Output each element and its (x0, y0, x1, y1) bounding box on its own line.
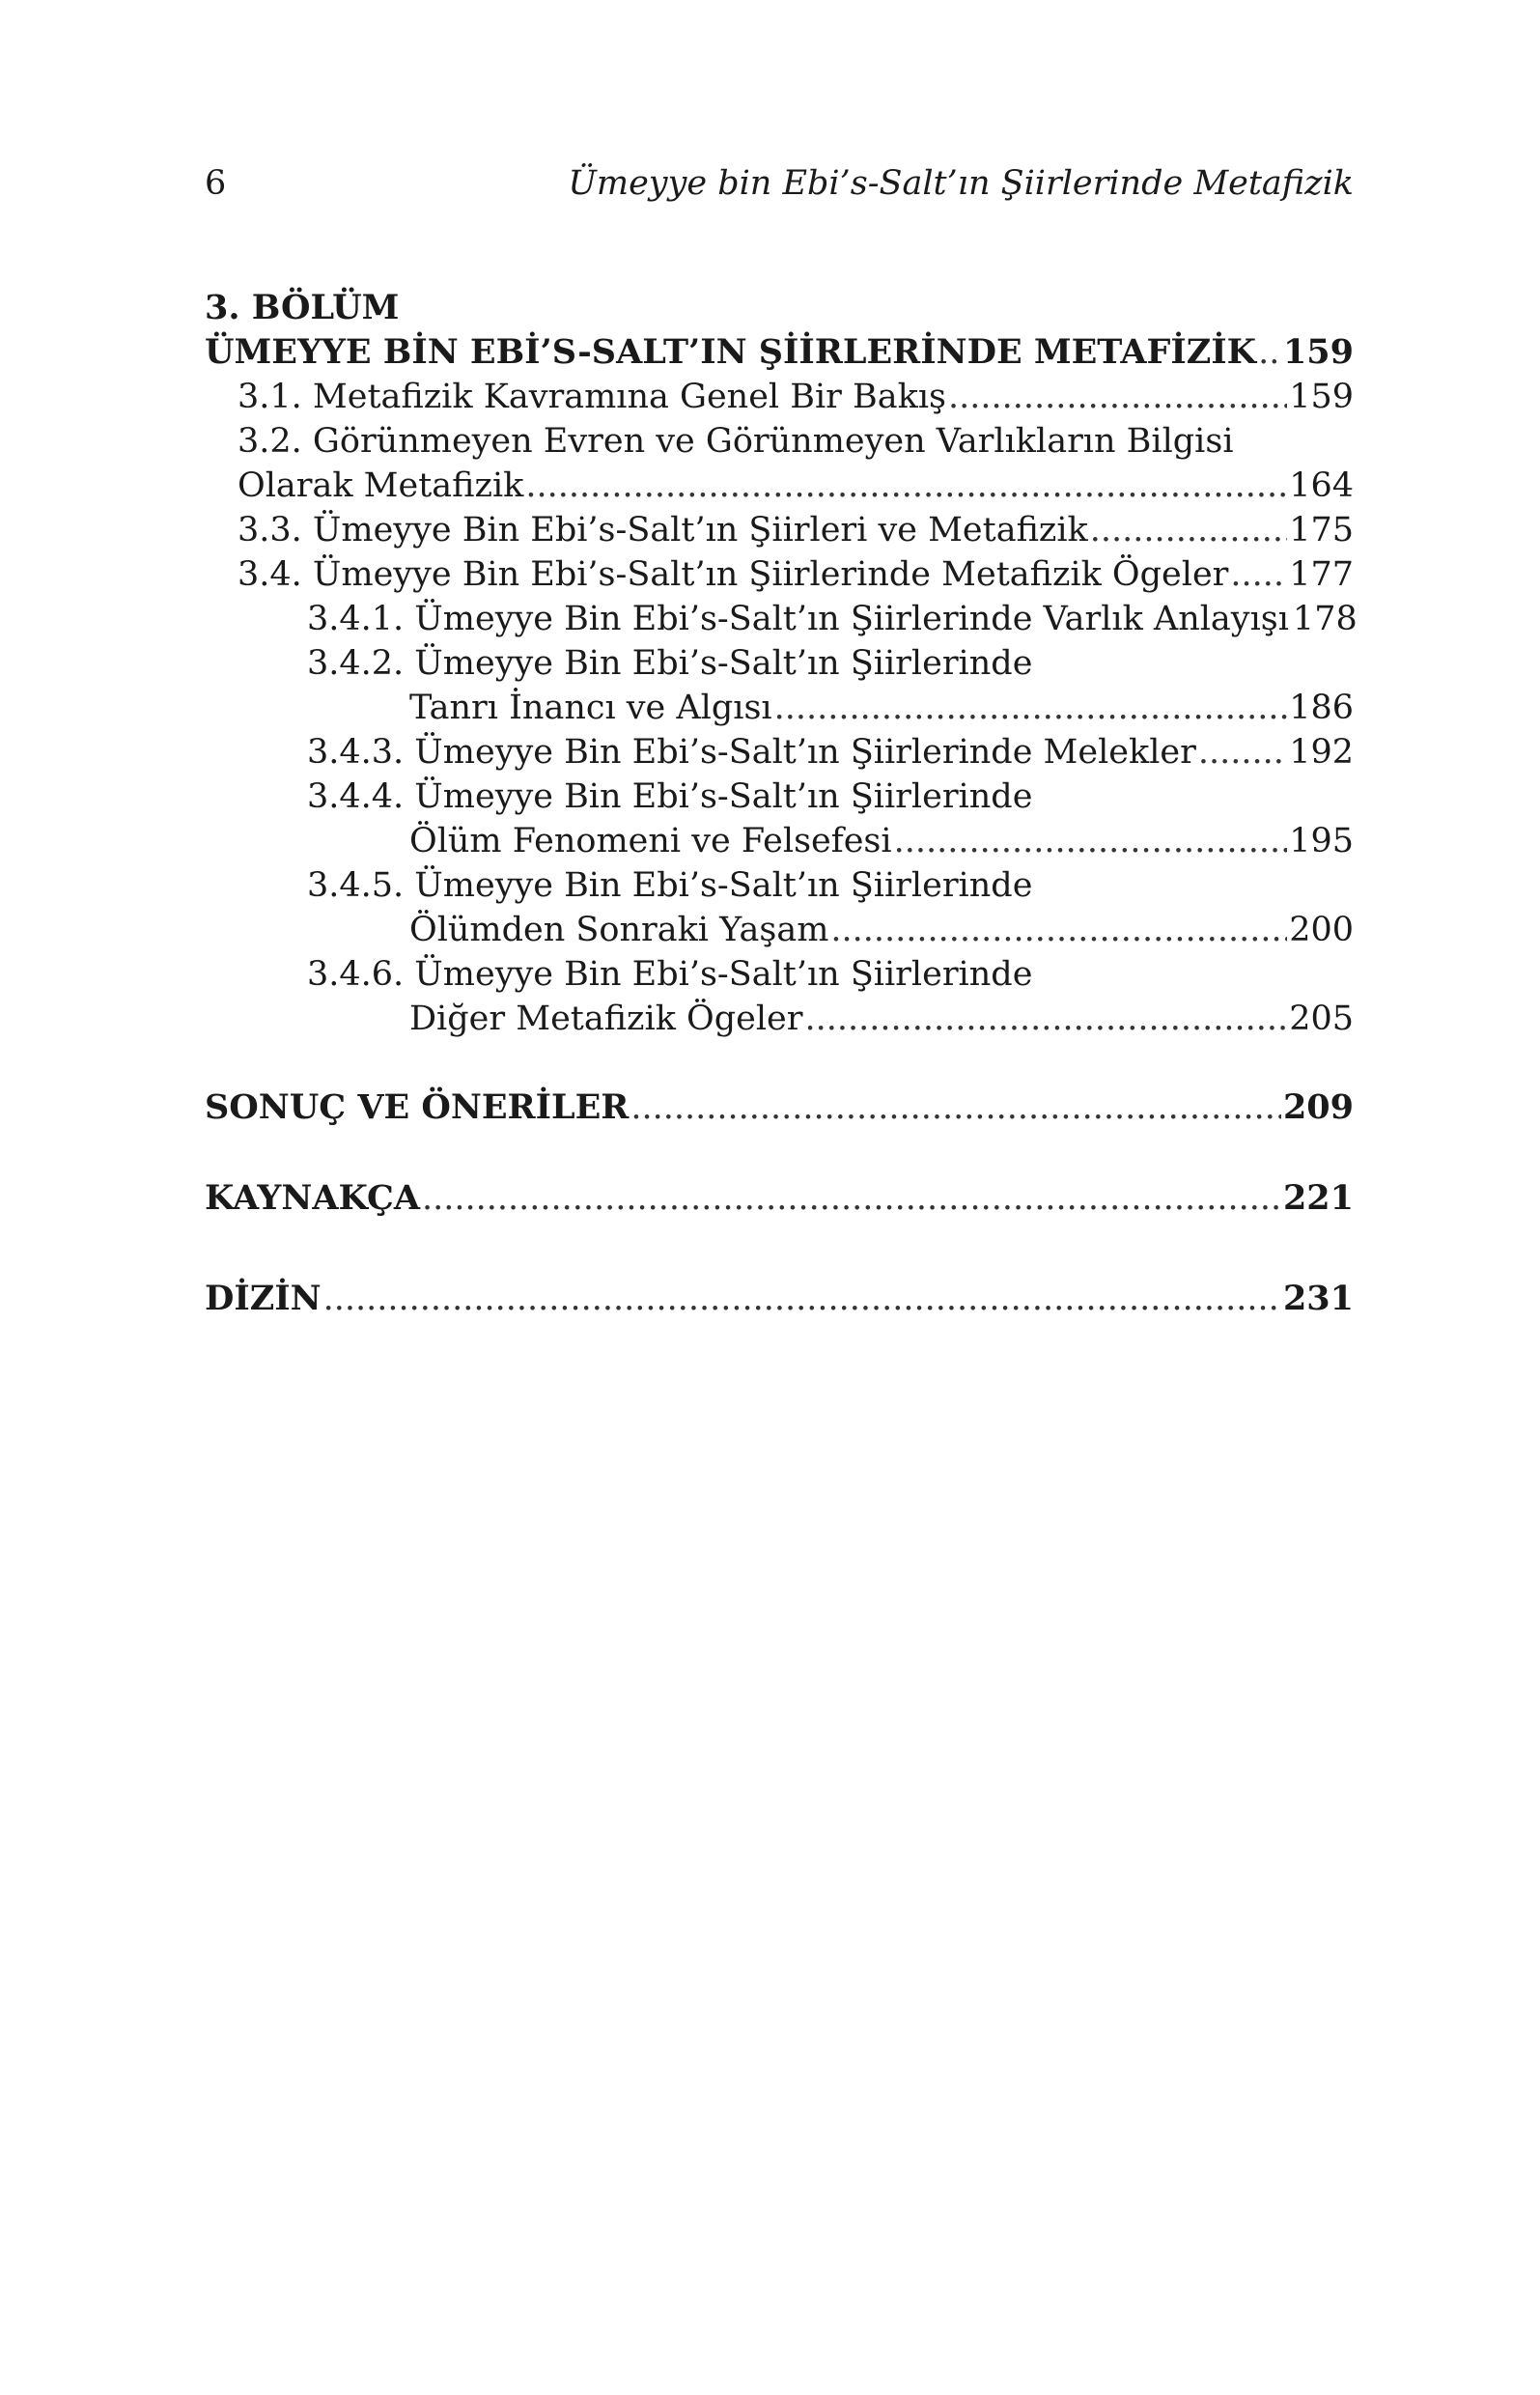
part-label: 3. BÖLÜM (205, 288, 400, 327)
dot-leader (630, 1085, 1281, 1130)
dot-leader (1198, 730, 1287, 775)
dot-leader (323, 1277, 1281, 1321)
toc-entry-page: 195 (1289, 822, 1354, 860)
dot-leader (1090, 508, 1287, 552)
toc-entry-3-3[interactable] (238, 508, 1354, 552)
toc-entry-label: 3.1. Metafizik Kavramına Genel Bir Bakış (238, 378, 946, 416)
toc-entry-label: 3.4.2. Ümeyye Bin Ebi’s-Salt’ın Şiirlerinde (307, 644, 1033, 683)
toc-entry-3-4-4[interactable] (409, 819, 1354, 863)
toc-entry-3-4-4-line1[interactable] (307, 775, 1354, 819)
toc-entry-label: DİZİN (205, 1279, 322, 1318)
toc-entry-3-4-2[interactable] (409, 686, 1354, 730)
toc-entry-label: 3.3. Ümeyye Bin Ebi’s-Salt’ın Şiirleri ve Metafizik (238, 511, 1088, 549)
toc-entry-index[interactable] (205, 1277, 1354, 1321)
toc-entry-label: 3.2. Görünmeyen Evren ve Görünmeyen Varlıkların Bilgisi (238, 422, 1234, 461)
page-header (205, 164, 1354, 218)
running-title: Ümeyye bin Ebi’s-Salt’ın Şiirlerinde Metafizik (568, 164, 1354, 203)
toc-entry-3-1[interactable] (238, 375, 1354, 419)
toc-entry-label: Ölüm Fenomeni ve Felsefesi (409, 822, 892, 860)
toc-entry-page: 192 (1289, 733, 1354, 772)
toc-entry-page: 209 (1282, 1087, 1354, 1127)
toc-entry-page: 164 (1289, 466, 1354, 505)
toc-entry-3-2-line1[interactable] (238, 419, 1354, 464)
toc-entry-page: 205 (1289, 1000, 1354, 1038)
toc-entry-chapter[interactable] (205, 330, 1354, 375)
toc-entry-page: 231 (1282, 1279, 1354, 1318)
dot-leader (948, 375, 1287, 419)
dot-leader (1230, 552, 1287, 597)
toc-entry-3-4-5[interactable] (409, 908, 1354, 952)
toc-entry-bibliography[interactable] (205, 1176, 1354, 1221)
toc-entry-label: ÜMEYYE BİN EBİ’S-SALT’IN ŞİİRLERİNDE METAFİZİK (205, 332, 1257, 372)
dot-leader (830, 908, 1287, 952)
toc-entry-3-4-5-line1[interactable] (307, 863, 1354, 908)
toc-entry-label: 3.4.3. Ümeyye Bin Ebi’s-Salt’ın Şiirlerinde Melekler (307, 733, 1196, 772)
toc-entry-label: Diğer Metafizik Ögeler (409, 1000, 803, 1038)
dot-leader (774, 686, 1288, 730)
page-number: 6 (205, 164, 227, 203)
toc-entry-3-4[interactable] (238, 552, 1354, 597)
toc-entry-3-4-1[interactable] (307, 597, 1358, 641)
dot-leader (894, 819, 1288, 863)
toc-entry-label: 3.4.6. Ümeyye Bin Ebi’s-Salt’ın Şiirlerinde (307, 955, 1033, 994)
toc-entry-label: 3.4.1. Ümeyye Bin Ebi’s-Salt’ın Şiirlerinde Varlık Anlayışı (307, 600, 1289, 638)
toc-entry-page: 159 (1282, 332, 1354, 372)
toc-entry-label: 3.4.5. Ümeyye Bin Ebi’s-Salt’ın Şiirlerinde (307, 866, 1033, 905)
toc-entry-3-4-2-line1[interactable] (307, 641, 1354, 686)
toc-entry-3-4-6[interactable] (409, 997, 1354, 1041)
toc-entry-label: Tanrı İnancı ve Algısı (409, 689, 772, 727)
toc-entry-conclusion[interactable] (205, 1085, 1354, 1130)
toc-entry-3-4-3[interactable] (307, 730, 1354, 775)
toc-entry-page: 175 (1289, 511, 1354, 549)
dot-leader (525, 464, 1287, 508)
toc-entry-label: Olarak Metafizik (238, 466, 524, 505)
toc-entry-3-2[interactable] (238, 464, 1354, 508)
toc-entry-page: 178 (1292, 600, 1358, 638)
toc-entry-label: KAYNAKÇA (205, 1178, 421, 1218)
toc-entry-label: 3.4. Ümeyye Bin Ebi’s-Salt’ın Şiirlerinde Metafizik Ögeler (238, 555, 1229, 594)
toc-entry-label: Ölümden Sonraki Yaşam (409, 911, 829, 949)
dot-leader (422, 1176, 1281, 1221)
toc-entry-page: 200 (1289, 911, 1354, 949)
dot-leader (804, 997, 1287, 1041)
dot-leader (1258, 330, 1281, 375)
toc-entry-label: 3.4.4. Ümeyye Bin Ebi’s-Salt’ın Şiirlerinde (307, 777, 1033, 816)
toc-entry-page: 221 (1282, 1178, 1354, 1218)
toc-entry-page: 177 (1289, 555, 1354, 594)
toc-entry-label: SONUÇ VE ÖNERİLER (205, 1087, 630, 1127)
toc-entry-3-4-6-line1[interactable] (307, 952, 1354, 997)
toc-entry-page: 159 (1289, 378, 1354, 416)
part-heading (205, 286, 399, 330)
toc-entry-page: 186 (1289, 689, 1354, 727)
